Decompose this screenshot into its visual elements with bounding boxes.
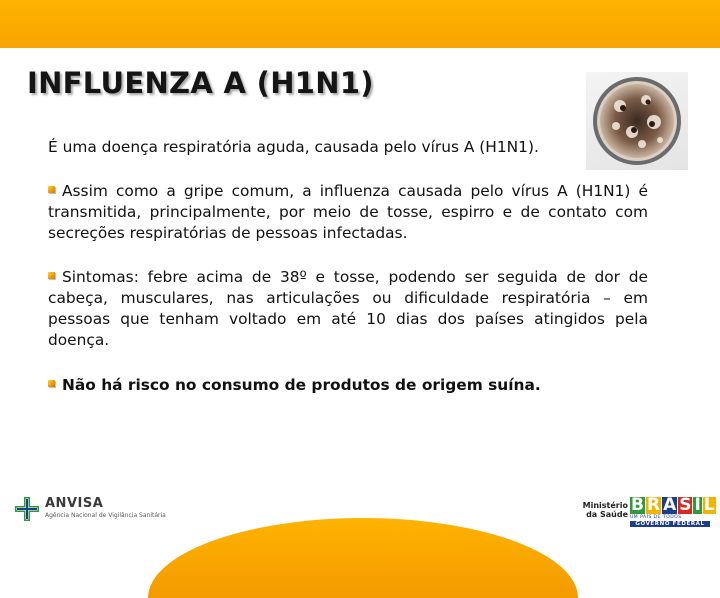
pork-safety-paragraph: [48, 375, 648, 396]
bullet-icon: [48, 272, 55, 279]
footer-accent-arc: [148, 518, 578, 598]
brasil-letter: S: [679, 495, 692, 515]
top-accent-bar: [0, 0, 720, 48]
governo-federal-label: GOVERNO FEDERAL: [630, 521, 710, 527]
anvisa-subtitle: Agência Nacional de Vigilância Sanitária: [45, 512, 166, 519]
bullet-icon: [48, 186, 55, 193]
transmission-paragraph: [48, 181, 648, 244]
symptoms-paragraph: [48, 267, 648, 351]
anvisa-cross-icon: [14, 496, 40, 522]
brasil-letter: I: [694, 495, 701, 515]
brasil-letter: B: [631, 495, 644, 515]
ministerio-line: da Saúde: [586, 510, 628, 519]
bullet-icon: [48, 380, 55, 387]
slide-title: INFLUENZA A (H1N1): [27, 66, 374, 100]
brasil-letter: A: [663, 495, 677, 515]
transmission-text: Assim como a gripe comum, a influenza causada pelo vírus A (H1N1) é transmitida, principalmente, por meio de tosse, espirro e de contato com secreções respiratórias de pessoas infectadas.: [48, 182, 648, 242]
ministerio-label: [578, 501, 628, 519]
brasil-logo: [630, 495, 715, 527]
brasil-letter: L: [703, 495, 715, 515]
pork-safety-text: Não há risco no consumo de produtos de origem suína.: [62, 376, 541, 394]
ministerio-line: Ministério: [582, 501, 628, 510]
intro-paragraph: [48, 137, 648, 158]
intro-text: É uma doença respiratória aguda, causada pelo vírus A (H1N1).: [48, 138, 539, 156]
brasil-wordmark: [630, 495, 715, 515]
symptoms-text: Sintomas: febre acima de 38º e tosse, podendo ser seguida de dor de cabeça, musculares, nas articulações ou dificuldade respiratória – em pessoas que tenham voltado em até 10 dias dos países atingidos pela doença.: [48, 268, 648, 349]
anvisa-name: ANVISA: [45, 496, 104, 511]
brasil-letter: R: [646, 495, 661, 515]
brasil-tagline: UM PAÍS DE TODOS: [630, 515, 682, 520]
